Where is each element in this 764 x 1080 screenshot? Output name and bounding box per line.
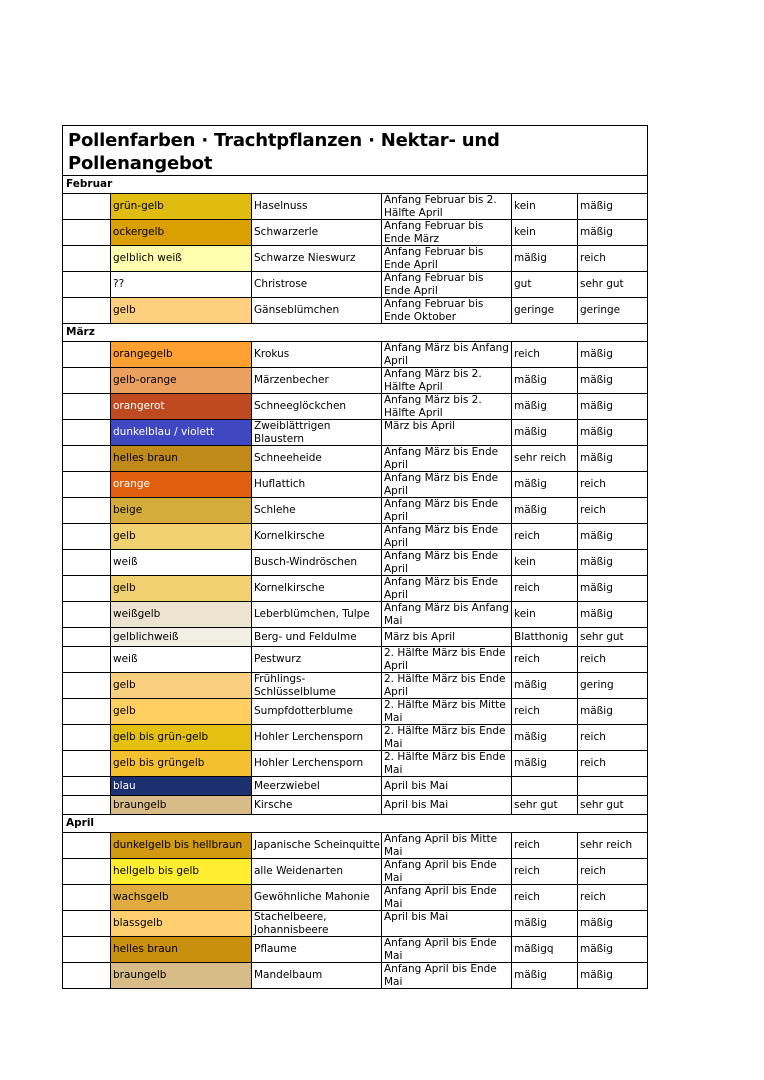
nectar-cell: reich xyxy=(512,699,578,724)
pollen-color-cell: gelb xyxy=(111,699,252,724)
bloom-period-cell: Anfang März bis 2. Hälfte April xyxy=(382,368,512,393)
nectar-cell: geringe xyxy=(512,298,578,323)
table-row xyxy=(63,937,647,963)
blank-cell xyxy=(63,272,111,297)
nectar-cell: reich xyxy=(512,342,578,367)
plant-name-cell: Sumpfdotterblume xyxy=(252,699,382,724)
blank-cell xyxy=(63,885,111,910)
pollen-color-cell: dunkelblau / violett xyxy=(111,420,252,445)
table-row xyxy=(63,342,647,368)
bloom-period-cell: Anfang März bis Ende April xyxy=(382,576,512,601)
pollen-cell: mäßig xyxy=(580,452,613,464)
nectar-cell: gut xyxy=(512,272,578,297)
bloom-period-cell: 2. Hälfte März bis Ende Mai xyxy=(382,751,512,776)
plant-name-cell: alle Weidenarten xyxy=(252,859,382,884)
nectar-cell: mäßigq xyxy=(512,937,578,962)
nectar-cell: Blatthonig xyxy=(512,628,578,646)
pollen-color-cell: orangegelb xyxy=(111,342,252,367)
pollen-color-cell: gelb bis grüngelb xyxy=(111,751,252,776)
pollen-color-cell: helles braun xyxy=(111,446,252,471)
pollen-cell: mäßig xyxy=(580,917,613,929)
pollen-color-cell: beige xyxy=(111,498,252,523)
section-header-mrz: März xyxy=(63,324,647,342)
bloom-period-cell: Anfang Februar bis Ende April xyxy=(382,246,512,271)
blank-cell xyxy=(63,194,111,219)
bloom-period-cell: 2. Hälfte März bis Mitte Mai xyxy=(382,699,512,724)
blank-cell xyxy=(63,963,111,988)
pollen-cell: gering xyxy=(580,679,614,691)
plant-name-cell: Kirsche xyxy=(252,796,382,814)
bloom-period-cell: Anfang April bis Ende Mai xyxy=(382,937,512,962)
table-row xyxy=(63,796,647,815)
pollen-cell: mäßig xyxy=(580,226,613,238)
pollen-color-cell: gelb xyxy=(111,673,252,698)
plant-name-cell: Leberblümchen, Tulpe xyxy=(252,602,382,627)
pollen-cell: mäßig xyxy=(580,426,613,438)
bloom-period-cell: Anfang April bis Ende Mai xyxy=(382,963,512,988)
pollen-color-cell: braungelb xyxy=(111,796,252,814)
pollen-cell: mäßig xyxy=(580,943,613,955)
blank-cell xyxy=(63,602,111,627)
pollen-cell: mäßig xyxy=(580,348,613,360)
table-row xyxy=(63,911,647,937)
nectar-cell: kein xyxy=(512,194,578,219)
pollen-color-cell: wachsgelb xyxy=(111,885,252,910)
blank-cell xyxy=(63,576,111,601)
pollen-color-cell: gelblichweiß xyxy=(111,628,252,646)
bloom-period-cell: 2. Hälfte März bis Ende April xyxy=(382,647,512,672)
table-row xyxy=(63,394,647,420)
table-row xyxy=(63,498,647,524)
pollen-cell: reich xyxy=(580,653,606,665)
pollen-cell xyxy=(578,777,647,795)
pollen-color-cell: gelb xyxy=(111,524,252,549)
pollen-table xyxy=(62,125,648,989)
nectar-cell: mäßig xyxy=(512,420,578,445)
pollen-cell: mäßig xyxy=(580,530,613,542)
bloom-period-cell: April bis Mai xyxy=(382,911,512,936)
plant-name-cell: Schneeheide xyxy=(252,446,382,471)
bloom-period-cell: Anfang April bis Mitte Mai xyxy=(382,833,512,858)
pollen-cell: mäßig xyxy=(580,582,613,594)
plant-name-cell: Gewöhnliche Mahonie xyxy=(252,885,382,910)
pollen-color-cell: dunkelgelb bis hellbraun xyxy=(111,833,252,858)
bloom-period-cell: Anfang Februar bis 2. Hälfte April xyxy=(382,194,512,219)
nectar-cell: sehr gut xyxy=(512,796,578,814)
blank-cell xyxy=(63,911,111,936)
nectar-cell: mäßig xyxy=(512,246,578,271)
table-row xyxy=(63,550,647,576)
table-row xyxy=(63,524,647,550)
plant-name-cell: Kornelkirsche xyxy=(252,576,382,601)
pollen-color-cell: weiß xyxy=(111,550,252,575)
plant-name-cell: Berg- und Feldulme xyxy=(252,628,382,646)
pollen-cell: sehr gut xyxy=(580,798,624,811)
blank-cell xyxy=(63,796,111,814)
pollen-cell: geringe xyxy=(580,304,621,316)
table-row xyxy=(63,272,647,298)
blank-cell xyxy=(63,446,111,471)
pollen-cell: mäßig xyxy=(580,608,613,620)
pollen-color-cell: blau xyxy=(111,777,252,795)
plant-name-cell: Haselnuss xyxy=(252,194,382,219)
bloom-period-cell: Anfang März bis Ende April xyxy=(382,446,512,471)
pollen-cell: reich xyxy=(580,504,606,516)
plant-name-cell: Schneeglöckchen xyxy=(252,394,382,419)
plant-name-cell: Pestwurz xyxy=(252,647,382,672)
nectar-cell: kein xyxy=(512,550,578,575)
table-row xyxy=(63,885,647,911)
bloom-period-cell: Anfang März bis 2. Hälfte April xyxy=(382,394,512,419)
table-row xyxy=(63,472,647,498)
pollen-cell: reich xyxy=(580,478,606,490)
pollen-color-cell: braungelb xyxy=(111,963,252,988)
blank-cell xyxy=(63,342,111,367)
blank-cell xyxy=(63,394,111,419)
pollen-color-cell: ?? xyxy=(111,272,252,297)
blank-cell xyxy=(63,699,111,724)
blank-cell xyxy=(63,524,111,549)
blank-cell xyxy=(63,498,111,523)
nectar-cell: mäßig xyxy=(512,911,578,936)
pollen-color-cell: gelb xyxy=(111,298,252,323)
pollen-cell: mäßig xyxy=(580,374,613,386)
section-header-april: April xyxy=(63,815,647,833)
table-row xyxy=(63,859,647,885)
table-row xyxy=(63,963,647,989)
table-row xyxy=(63,777,647,796)
table-title: Pollenfarben · Trachtpflanzen · Nektar- und Pollenangebot xyxy=(63,126,647,176)
plant-name-cell: Schwarze Nieswurz xyxy=(252,246,382,271)
pollen-cell: reich xyxy=(580,252,606,264)
pollen-color-cell: gelb xyxy=(111,576,252,601)
table-row xyxy=(63,833,647,859)
plant-name-cell: Hohler Lerchensporn xyxy=(252,751,382,776)
blank-cell xyxy=(63,246,111,271)
pollen-color-cell: weißgelb xyxy=(111,602,252,627)
plant-name-cell: Krokus xyxy=(252,342,382,367)
pollen-cell: mäßig xyxy=(580,200,613,212)
blank-cell xyxy=(63,368,111,393)
plant-name-cell: Meerzwiebel xyxy=(252,777,382,795)
bloom-period-cell: April bis Mai xyxy=(382,777,512,795)
bloom-period-cell: April bis Mai xyxy=(382,796,512,814)
pollen-cell: sehr gut xyxy=(580,630,624,643)
pollen-cell: reich xyxy=(580,757,606,769)
table-row xyxy=(63,368,647,394)
pollen-cell: mäßig xyxy=(580,556,613,568)
pollen-cell: reich xyxy=(580,891,606,903)
pollen-color-cell: gelb-orange xyxy=(111,368,252,393)
bloom-period-cell: Anfang Februar bis Ende April xyxy=(382,272,512,297)
bloom-period-cell: Anfang April bis Ende Mai xyxy=(382,859,512,884)
nectar-cell: mäßig xyxy=(512,472,578,497)
plant-name-cell: Pflaume xyxy=(252,937,382,962)
blank-cell xyxy=(63,472,111,497)
nectar-cell: mäßig xyxy=(512,725,578,750)
plant-name-cell: Mandelbaum xyxy=(252,963,382,988)
blank-cell xyxy=(63,420,111,445)
bloom-period-cell: Anfang Februar bis Ende März xyxy=(382,220,512,245)
table-row xyxy=(63,298,647,324)
bloom-period-cell: Anfang Februar bis Ende Oktober xyxy=(382,298,512,323)
nectar-cell: reich xyxy=(512,647,578,672)
plant-name-cell: Schwarzerle xyxy=(252,220,382,245)
pollen-cell: sehr reich xyxy=(580,839,633,851)
nectar-cell: mäßig xyxy=(512,751,578,776)
plant-name-cell: Busch-Windröschen xyxy=(252,550,382,575)
table-row xyxy=(63,220,647,246)
table-row xyxy=(63,420,647,446)
pollen-color-cell: hellgelb bis gelb xyxy=(111,859,252,884)
blank-cell xyxy=(63,751,111,776)
table-row xyxy=(63,647,647,673)
blank-cell xyxy=(63,725,111,750)
bloom-period-cell: Anfang März bis Anfang Mai xyxy=(382,602,512,627)
nectar-cell: reich xyxy=(512,524,578,549)
nectar-cell: mäßig xyxy=(512,963,578,988)
pollen-color-cell: weiß xyxy=(111,647,252,672)
bloom-period-cell: Anfang März bis Ende April xyxy=(382,472,512,497)
pollen-cell: reich xyxy=(580,731,606,743)
nectar-cell: mäßig xyxy=(512,394,578,419)
pollen-cell: reich xyxy=(580,865,606,877)
pollen-color-cell: orange xyxy=(111,472,252,497)
pollen-color-cell: blassgelb xyxy=(111,911,252,936)
pollen-color-cell: gelb bis grün-gelb xyxy=(111,725,252,750)
nectar-cell: kein xyxy=(512,220,578,245)
pollen-cell: mäßig xyxy=(580,400,613,412)
table-row xyxy=(63,576,647,602)
table-row xyxy=(63,673,647,699)
plant-name-cell: Gänseblümchen xyxy=(252,298,382,323)
bloom-period-cell: Anfang April bis Ende Mai xyxy=(382,885,512,910)
plant-name-cell: Frühlings-Schlüsselblume xyxy=(252,673,382,698)
bloom-period-cell: 2. Hälfte März bis Ende Mai xyxy=(382,725,512,750)
section-header-februar: Februar xyxy=(63,176,647,194)
bloom-period-cell: Anfang März bis Ende April xyxy=(382,550,512,575)
blank-cell xyxy=(63,777,111,795)
nectar-cell: sehr reich xyxy=(512,446,578,471)
table-row xyxy=(63,602,647,628)
plant-name-cell: Kornelkirsche xyxy=(252,524,382,549)
plant-name-cell: Märzenbecher xyxy=(252,368,382,393)
plant-name-cell: Zweiblättrigen Blaustern xyxy=(252,420,382,445)
pollen-cell: mäßig xyxy=(580,969,613,981)
table-row xyxy=(63,246,647,272)
nectar-cell: mäßig xyxy=(512,673,578,698)
plant-name-cell: Hohler Lerchensporn xyxy=(252,725,382,750)
plant-name-cell: Huflattich xyxy=(252,472,382,497)
nectar-cell: kein xyxy=(512,602,578,627)
bloom-period-cell: März bis April xyxy=(382,420,512,445)
blank-cell xyxy=(63,937,111,962)
blank-cell xyxy=(63,859,111,884)
pollen-cell: sehr gut xyxy=(580,278,624,290)
nectar-cell: mäßig xyxy=(512,368,578,393)
nectar-cell: mäßig xyxy=(512,498,578,523)
nectar-cell: reich xyxy=(512,859,578,884)
blank-cell xyxy=(63,220,111,245)
pollen-color-cell: helles braun xyxy=(111,937,252,962)
blank-cell xyxy=(63,628,111,646)
table-row xyxy=(63,628,647,647)
pollen-color-cell: ockergelb xyxy=(111,220,252,245)
blank-cell xyxy=(63,673,111,698)
table-row xyxy=(63,446,647,472)
bloom-period-cell: Anfang März bis Ende April xyxy=(382,498,512,523)
blank-cell xyxy=(63,833,111,858)
nectar-cell: reich xyxy=(512,576,578,601)
plant-name-cell: Schlehe xyxy=(252,498,382,523)
plant-name-cell: Christrose xyxy=(252,272,382,297)
bloom-period-cell: Anfang März bis Ende April xyxy=(382,524,512,549)
blank-cell xyxy=(63,298,111,323)
bloom-period-cell: 2. Hälfte März bis Ende April xyxy=(382,673,512,698)
table-row xyxy=(63,725,647,751)
nectar-cell: reich xyxy=(512,833,578,858)
blank-cell xyxy=(63,647,111,672)
nectar-cell xyxy=(512,777,578,795)
plant-name-cell: Stachelbeere, Johannisbeere xyxy=(252,911,382,936)
pollen-color-cell: orangerot xyxy=(111,394,252,419)
nectar-cell: reich xyxy=(512,885,578,910)
bloom-period-cell: März bis April xyxy=(382,628,512,646)
table-row xyxy=(63,194,647,220)
table-row xyxy=(63,751,647,777)
pollen-color-cell: gelblich weiß xyxy=(111,246,252,271)
blank-cell xyxy=(63,550,111,575)
bloom-period-cell: Anfang März bis Anfang April xyxy=(382,342,512,367)
pollen-color-cell: grün-gelb xyxy=(111,194,252,219)
plant-name-cell: Japanische Scheinquitte xyxy=(252,833,382,858)
table-row xyxy=(63,699,647,725)
pollen-cell: mäßig xyxy=(580,705,613,717)
